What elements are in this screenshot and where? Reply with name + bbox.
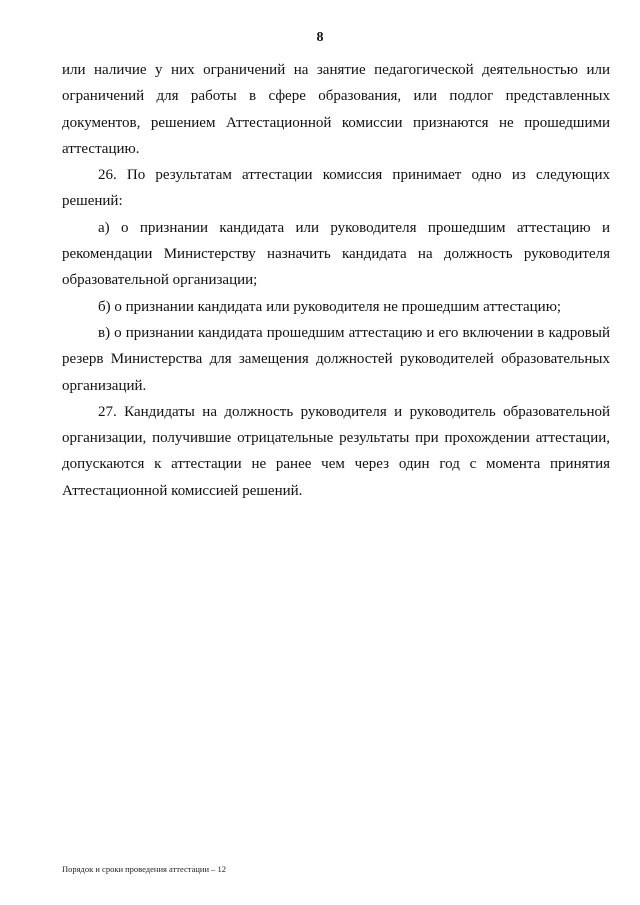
paragraph-subitem-b: б) о признании кандидата или руководителя не прошедшим аттестацию; bbox=[98, 298, 562, 315]
document-body bbox=[62, 57, 610, 504]
page-footer: Порядок и сроки проведения аттестации – 12 bbox=[62, 864, 227, 874]
paragraph-continuation: или наличие у них ограничений на занятие педагогической деятельностью или ограничений для работы в сфере образования, или подлог представленных документов, решением Аттестационной комиссии признаются не прошедшими аттестацию. bbox=[62, 62, 610, 157]
page-number: 8 bbox=[316, 30, 324, 45]
paragraph-subitem-v: в) о признании кандидата прошедшим аттестацию и его включении в кадровый резерв Министерства для замещения должностей руководителей образовательных организаций. bbox=[62, 324, 610, 394]
paragraph-item-26: 26. По результатам аттестации комиссия принимает одно из следующих решений: bbox=[62, 167, 610, 210]
paragraph-item-27: 27. Кандидаты на должность руководителя и руководитель образовательной организации, получившие отрицательные результаты при прохождении аттестации, допускаются к аттестации не ранее чем через один год с момента принятия Аттестационной комиссией решений. bbox=[62, 403, 610, 499]
paragraph-subitem-a: а) о признании кандидата или руководителя прошедшим аттестацию и рекомендации Министерству назначить кандидата на должность руководителя образовательной организации; bbox=[62, 219, 610, 289]
